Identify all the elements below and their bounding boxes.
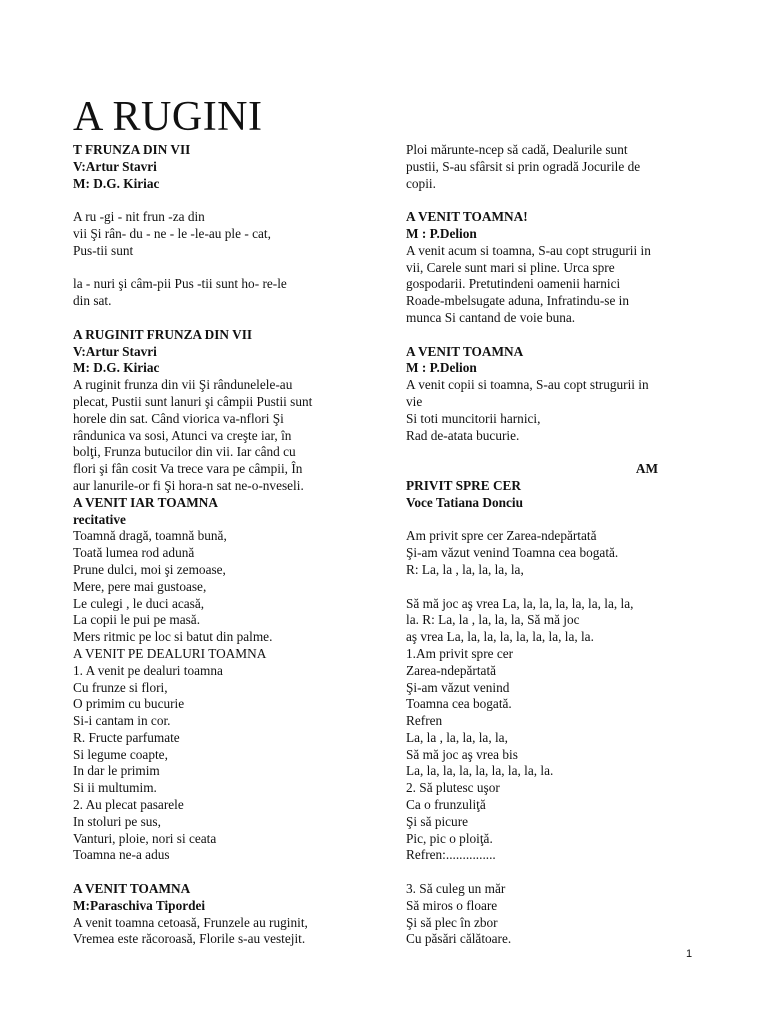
- text-line: 1.Am privit spre cer: [406, 645, 514, 661]
- text-line: La, la , la, la, la, la,: [406, 729, 508, 745]
- text-line: Refren: [406, 713, 443, 729]
- text-line: In stoluri pe sus,: [73, 813, 161, 829]
- text-line: Vanturi, ploie, nori si ceata: [73, 830, 217, 846]
- left-column: [73, 142, 365, 948]
- heading-line: PRIVIT SPRE CER: [406, 477, 522, 493]
- heading-line: V:Artur Stavri: [73, 343, 157, 359]
- text-line: A ruginit frunza din vii Şi rândunelele-au: [73, 377, 293, 393]
- heading-line: A VENIT TOAMNA: [406, 343, 524, 359]
- text-line: 3. Să culeg un măr: [406, 881, 506, 897]
- text-line: Să mă joc aş vrea bis: [406, 746, 518, 762]
- text-line: O primim cu bucurie: [73, 696, 185, 712]
- blank-line: [406, 864, 698, 881]
- text-line: Am privit spre cer Zarea-ndepărtată: [406, 528, 597, 544]
- page-title: A RUGINI: [73, 94, 263, 140]
- text-line: din sat.: [73, 293, 112, 309]
- text-line: flori şi fân cosit Va trece vara pe câmpii, În: [73, 461, 303, 477]
- text-line: Si-i cantam in cor.: [73, 713, 171, 729]
- text-line: pustii, S-au sfârsit si prin ogradă Jocurile de: [406, 158, 641, 174]
- text-line: la - nuri şi câm-pii Pus -tii sunt ho- re-le: [73, 276, 287, 292]
- text-line: vii, Carele sunt mari si pline. Urca spre: [406, 259, 615, 275]
- blank-line: [73, 260, 365, 277]
- text-line: A venit acum si toamna, S-au copt strugurii in: [406, 242, 651, 258]
- text-line: Toată lumea rod adună: [73, 545, 195, 561]
- text-line: Şi să plec în zbor: [406, 914, 498, 930]
- text-line: rândunica va sosi, Atunci va creşte iar, în: [73, 427, 292, 443]
- text-line: Rad de-atata bucurie.: [406, 427, 520, 443]
- text-line: Si ii multumim.: [73, 780, 157, 796]
- text-line: Zarea-ndepărtată: [406, 662, 497, 678]
- text-line: Să mă joc aş vrea La, la, la, la, la, la, la, la,: [406, 595, 634, 611]
- heading-line: A VENIT TOAMNA: [73, 881, 191, 897]
- text-line: A venit copii si toamna, S-au copt strugurii in: [406, 377, 649, 393]
- text-line: Toamna cea bogată.: [406, 696, 512, 712]
- text-line: Cu frunze si flori,: [73, 679, 168, 695]
- text-line: Ca o frunzuliţă: [406, 797, 486, 813]
- text-line: munca Si cantand de voie buna.: [406, 309, 576, 325]
- heading-line: A VENIT IAR TOAMNA: [73, 494, 218, 510]
- text-line: In dar le primim: [73, 763, 160, 779]
- blank-line: [73, 310, 365, 327]
- text-line: A ru -gi - nit frun -za din: [73, 209, 205, 225]
- text-line: vie: [406, 393, 423, 409]
- text-line: Cu păsări călătoare.: [406, 931, 512, 947]
- text-line: Si legume coapte,: [73, 746, 168, 762]
- blank-line: [406, 579, 698, 596]
- text-line: bolţi, Frunza butucilor din vii. Iar când cu: [73, 444, 296, 460]
- text-line: 2. Au plecat pasarele: [73, 797, 184, 813]
- text-line: horele din sat. Când viorica va-nflori Şi: [73, 410, 284, 426]
- heading-line: V:Artur Stavri: [73, 158, 157, 174]
- text-line: Vremea este răcoroasă, Florile s-au vestejit.: [73, 931, 306, 947]
- text-line: copii.: [406, 175, 436, 191]
- right-column: [406, 142, 698, 948]
- text-line: La, la, la, la, la, la, la, la, la.: [406, 763, 554, 779]
- text-line: R. Fructe parfumate: [73, 729, 180, 745]
- text-line: A VENIT PE DEALURI TOAMNA: [73, 645, 267, 661]
- text-line: 2. Să plutesc uşor: [406, 780, 500, 796]
- text-line: Ploi mărunte-ncep să cadă, Dealurile sunt: [406, 142, 628, 157]
- blank-line: [406, 192, 698, 209]
- heading-line: M:Paraschiva Tipordei: [73, 897, 206, 913]
- heading-line: T FRUNZA DIN VII: [73, 142, 191, 157]
- text-line: la. R: La, la , la, la, la, Să mă joc: [406, 612, 580, 628]
- blank-line: [73, 192, 365, 209]
- text-line: Prune dulci, moi şi zemoase,: [73, 561, 226, 577]
- text-line: Roade-mbelsugate aduna, Infratindu-se in: [406, 293, 630, 309]
- heading-line: M: D.G. Kiriac: [73, 360, 160, 376]
- blank-line: [406, 327, 698, 344]
- text-line: Mere, pere mai gustoase,: [73, 578, 207, 594]
- page-number: 1: [686, 948, 693, 960]
- heading-line: Voce Tatiana Donciu: [406, 494, 523, 510]
- text-line: Şi să picure: [406, 813, 469, 829]
- text-line: Le culegi , le duci acasă,: [73, 595, 205, 611]
- text-line: Şi-am văzut venind Toamna cea bogată.: [406, 545, 619, 561]
- blank-line: [73, 864, 365, 881]
- heading-line: AM: [635, 461, 658, 477]
- heading-line: A VENIT TOAMNA!: [406, 209, 528, 225]
- text-line: Pic, pic o ploiţă.: [406, 830, 493, 846]
- text-line: Toamna ne-a adus: [73, 847, 170, 863]
- heading-line: A RUGINIT FRUNZA DIN VII: [73, 326, 253, 342]
- text-line: A venit toamna cetoasă, Frunzele au ruginit,: [73, 914, 308, 930]
- text-line: R: La, la , la, la, la, la,: [406, 561, 524, 577]
- heading-line: M : P.Delion: [406, 225, 477, 241]
- text-line: vii Şi rân- du - ne - le -le-au ple - cat,: [73, 225, 271, 241]
- text-line: 1. A venit pe dealuri toamna: [73, 662, 223, 678]
- text-line: Refren:...............: [406, 847, 496, 863]
- text-line: Si toti muncitorii harnici,: [406, 410, 541, 426]
- text-line: aş vrea La, la, la, la, la, la, la, la, la.: [406, 629, 594, 645]
- text-line: gospodarii. Pretutindeni oamenii harnici: [406, 276, 621, 292]
- blank-line: [406, 444, 698, 461]
- text-line: aur lanurile-or fi Şi hora-n sat ne-o-nveseli.: [73, 477, 304, 493]
- text-line: La copii le pui pe masă.: [73, 612, 201, 628]
- text-line: Toamnă dragă, toamnă bună,: [73, 528, 227, 544]
- text-line: Mers ritmic pe loc si batut din palme.: [73, 629, 273, 645]
- heading-line: M: D.G. Kiriac: [73, 175, 160, 191]
- heading-line: M : P.Delion: [406, 360, 477, 376]
- text-line: Şi-am văzut venind: [406, 679, 510, 695]
- text-line: plecat, Pustii sunt lanuri şi câmpii Pustii sunt: [73, 393, 313, 409]
- text-line: Pus-tii sunt: [73, 242, 134, 258]
- blank-line: [406, 512, 698, 529]
- text-line: Să miros o floare: [406, 897, 498, 913]
- heading-line: recitative: [73, 511, 126, 527]
